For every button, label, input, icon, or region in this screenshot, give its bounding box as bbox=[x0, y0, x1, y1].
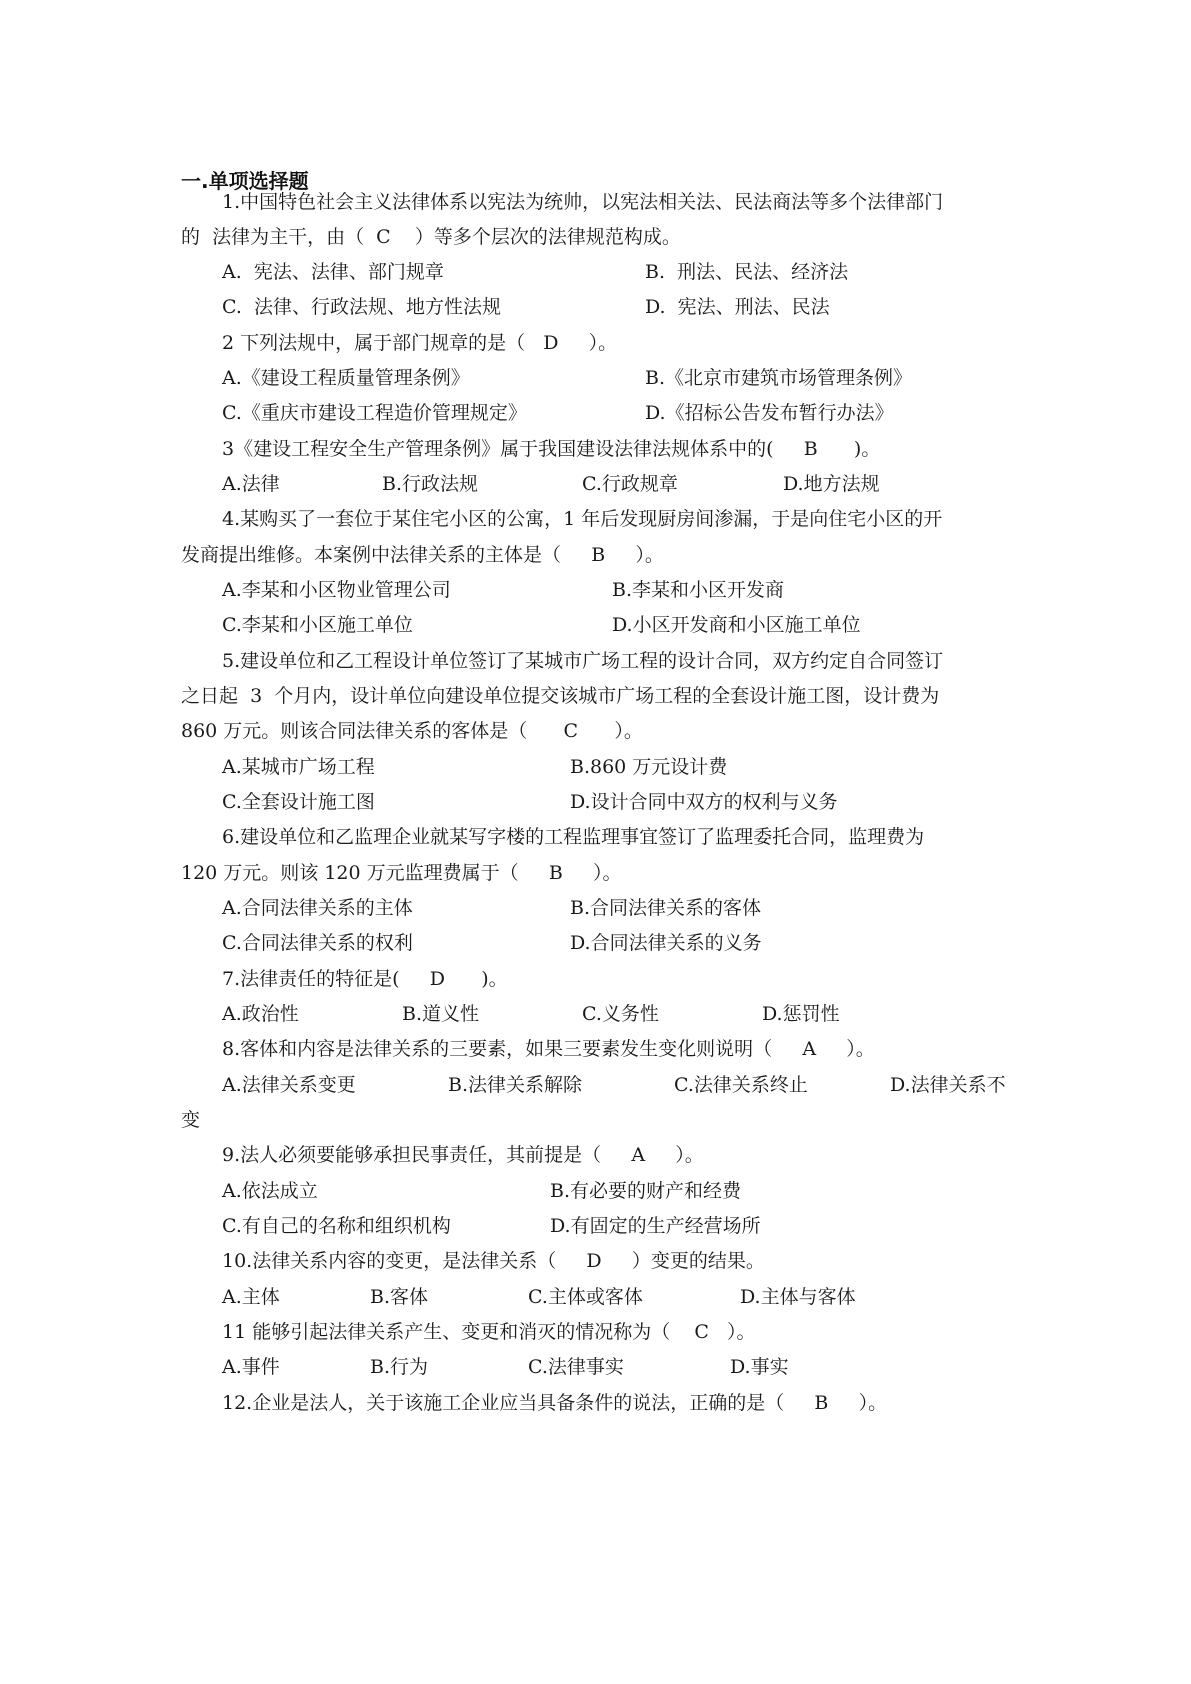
answer-option: C.有自己的名称和组织机构 bbox=[222, 1215, 451, 1237]
answer-option: D.设计合同中双方的权利与义务 bbox=[570, 791, 838, 813]
answer-option: C.合同法律关系的权利 bbox=[222, 932, 413, 954]
answer-option: A. 宪法、法律、部门规章 bbox=[222, 261, 444, 283]
answer-option: D.惩罚性 bbox=[762, 1003, 840, 1025]
question-stem: 9.法人必须要能够承担民事责任，其前提是（ A ）。 bbox=[222, 1144, 704, 1166]
answer-option: A.主体 bbox=[222, 1286, 280, 1308]
answer-option: A.合同法律关系的主体 bbox=[222, 897, 413, 919]
question-stem: 6.建设单位和乙监理企业就某写字楼的工程监理事宜签订了监理委托合同，监理费为 bbox=[222, 826, 925, 848]
answer-option: C.李某和小区施工单位 bbox=[222, 614, 413, 636]
answer-option: B.法律关系解除 bbox=[448, 1074, 583, 1096]
answer-option: B. 刑法、民法、经济法 bbox=[645, 261, 849, 283]
answer-option: A.依法成立 bbox=[222, 1180, 318, 1202]
answer-option: A.法律关系变更 bbox=[222, 1074, 356, 1096]
answer-option: D.合同法律关系的义务 bbox=[570, 932, 762, 954]
answer-option: B.行政法规 bbox=[382, 473, 479, 495]
answer-option: C.全套设计施工图 bbox=[222, 791, 375, 813]
section-title: 一.单项选择题 bbox=[181, 169, 309, 193]
answer-option: A.法律 bbox=[222, 473, 280, 495]
answer-option: D. 宪法、刑法、民法 bbox=[645, 296, 830, 318]
answer-option: D.地方法规 bbox=[783, 473, 880, 495]
question-stem: 3《建设工程安全生产管理条例》属于我国建设法律法规体系中的( B )。 bbox=[222, 438, 881, 460]
question-stem: 8.客体和内容是法律关系的三要素，如果三要素发生变化则说明（ A ）。 bbox=[222, 1038, 875, 1060]
answer-option: B.有必要的财产和经费 bbox=[550, 1180, 742, 1202]
question-stem: 120 万元。则该 120 万元监理费属于（ B ）。 bbox=[181, 862, 622, 884]
answer-option: D.小区开发商和小区施工单位 bbox=[612, 614, 861, 636]
answer-option: 变 bbox=[181, 1109, 201, 1131]
answer-option: D.有固定的生产经营场所 bbox=[550, 1215, 761, 1237]
question-stem: 11 能够引起法律关系产生、变更和消灭的情况称为（ C ）。 bbox=[222, 1321, 756, 1343]
answer-option: D.《招标公告发布暂行办法》 bbox=[645, 402, 894, 424]
question-stem: 4.某购买了一套位于某住宅小区的公寓，1 年后发现厨房间渗漏，于是向住宅小区的开 bbox=[222, 508, 943, 530]
answer-option: C.主体或客体 bbox=[528, 1286, 643, 1308]
answer-option: B.道义性 bbox=[402, 1003, 480, 1025]
answer-option: B.李某和小区开发商 bbox=[612, 579, 785, 601]
question-stem: 的 法律为主干，由（ C ）等多个层次的法律规范构成。 bbox=[181, 226, 681, 248]
answer-option: A.政治性 bbox=[222, 1003, 299, 1025]
answer-option: D.法律关系不 bbox=[890, 1074, 1006, 1096]
question-stem: 之日起 3 个月内，设计单位向建设单位提交该城市广场工程的全套设计施工图，设计费为 bbox=[181, 685, 940, 707]
answer-option: C.《重庆市建设工程造价管理规定》 bbox=[222, 402, 527, 424]
question-stem: 2 下列法规中，属于部门规章的是（ D ）。 bbox=[222, 332, 618, 354]
answer-option: D.事实 bbox=[730, 1356, 789, 1378]
answer-option: D.主体与客体 bbox=[740, 1286, 856, 1308]
question-stem: 7.法律责任的特征是( D )。 bbox=[222, 968, 508, 990]
answer-option: C.行政规章 bbox=[582, 473, 678, 495]
question-stem: 860 万元。则该合同法律关系的客体是（ C ）。 bbox=[181, 720, 643, 742]
answer-option: A.某城市广场工程 bbox=[222, 756, 375, 778]
answer-option: B.860 万元设计费 bbox=[570, 756, 728, 778]
answer-option: B.《北京市建筑市场管理条例》 bbox=[645, 367, 913, 389]
answer-option: C.义务性 bbox=[582, 1003, 659, 1025]
answer-option: C.法律关系终止 bbox=[674, 1074, 808, 1096]
question-stem: 1.中国特色社会主义法律体系以宪法为统帅，以宪法相关法、民法商法等多个法律部门 bbox=[222, 191, 944, 213]
answer-option: A.《建设工程质量管理条例》 bbox=[222, 367, 470, 389]
answer-option: C. 法律、行政法规、地方性法规 bbox=[222, 296, 501, 318]
question-stem: 10.法律关系内容的变更，是法律关系（ D ）变更的结果。 bbox=[222, 1250, 765, 1272]
answer-option: B.行为 bbox=[370, 1356, 429, 1378]
answer-option: B.合同法律关系的客体 bbox=[570, 897, 762, 919]
answer-option: A.事件 bbox=[222, 1356, 280, 1378]
question-stem: 12.企业是法人，关于该施工企业应当具备条件的说法，正确的是（ B ）。 bbox=[222, 1392, 888, 1414]
question-stem: 5.建设单位和乙工程设计单位签订了某城市广场工程的设计合同，双方约定自合同签订 bbox=[222, 650, 944, 672]
question-stem: 发商提出维修。本案例中法律关系的主体是（ B ）。 bbox=[181, 544, 664, 566]
answer-option: B.客体 bbox=[370, 1286, 429, 1308]
answer-option: C.法律事实 bbox=[528, 1356, 624, 1378]
answer-option: A.李某和小区物业管理公司 bbox=[222, 579, 451, 601]
